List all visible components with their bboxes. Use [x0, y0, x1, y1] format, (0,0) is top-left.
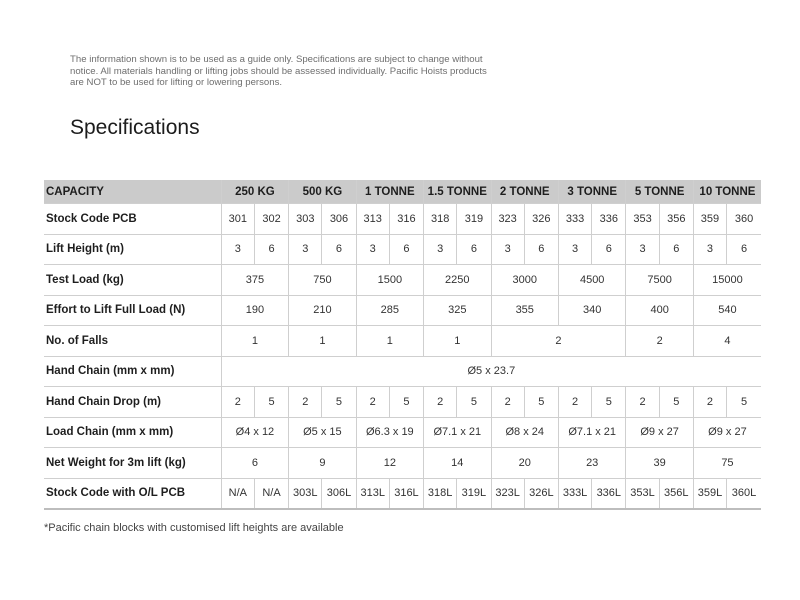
table-cell: 750 — [289, 265, 356, 296]
table-cell: 39 — [626, 448, 693, 479]
table-cell: 3 — [356, 234, 389, 265]
table-cell: 400 — [626, 295, 693, 326]
table-cell: Ø5 x 23.7 — [221, 356, 761, 387]
table-cell: Ø9 x 27 — [693, 417, 761, 448]
table-cell: 313 — [356, 204, 389, 235]
row-label: Hand Chain (mm x mm) — [44, 356, 221, 387]
table-cell: Ø8 x 24 — [491, 417, 558, 448]
table-cell: 2 — [626, 387, 659, 418]
table-cell: 3 — [693, 234, 726, 265]
table-cell: 6 — [659, 234, 693, 265]
table-cell: 359L — [693, 478, 726, 509]
table-cell: 5 — [727, 387, 761, 418]
table-cell: 3000 — [491, 265, 558, 296]
capacity-3-tonne: 3 TONNE — [558, 180, 625, 204]
row-label: Hand Chain Drop (m) — [44, 387, 221, 418]
table-cell: 359 — [693, 204, 726, 235]
table-cell: 316 — [389, 204, 423, 235]
capacity-5-tonne: 5 TONNE — [626, 180, 693, 204]
capacity-1-tonne: 1 TONNE — [356, 180, 423, 204]
table-cell: 333L — [558, 478, 591, 509]
row-label: No. of Falls — [44, 326, 221, 357]
table-cell: 319 — [457, 204, 491, 235]
table-row — [44, 265, 761, 296]
table-cell: 20 — [491, 448, 558, 479]
table-cell: 302 — [254, 204, 288, 235]
disclaimer-text: The information shown is to be used as a guide only. Specifications are subject to change without notice. All materials handling or lifting jobs should be assessed individually. Pacific Hoists products are NOT to be used for lifting or lowering persons. — [70, 54, 487, 88]
table-cell: 356 — [659, 204, 693, 235]
row-label: Test Load (kg) — [44, 265, 221, 296]
table-cell: 356L — [659, 478, 693, 509]
table-cell: 325 — [424, 295, 491, 326]
table-cell: 303 — [289, 204, 322, 235]
table-cell: 353 — [626, 204, 659, 235]
table-cell: 353L — [626, 478, 659, 509]
table-cell: 323L — [491, 478, 524, 509]
table-cell: 23 — [558, 448, 625, 479]
table-cell: 355 — [491, 295, 558, 326]
row-label: Lift Height (m) — [44, 234, 221, 265]
table-row — [44, 234, 761, 265]
footnote: *Pacific chain blocks with customised lift heights are available — [44, 522, 344, 534]
table-cell: 12 — [356, 448, 423, 479]
table-cell: 2250 — [424, 265, 491, 296]
specifications-table — [44, 180, 761, 510]
table-cell: 6 — [524, 234, 558, 265]
table-row — [44, 295, 761, 326]
table-cell: 3 — [491, 234, 524, 265]
table-cell: 2 — [626, 326, 693, 357]
table-cell: 316L — [389, 478, 423, 509]
table-cell: 318L — [424, 478, 457, 509]
page-title: Specifications — [70, 116, 200, 139]
table-cell: 5 — [322, 387, 356, 418]
table-cell: 2 — [491, 387, 524, 418]
table-cell: 319L — [457, 478, 491, 509]
row-label: Stock Code PCB — [44, 204, 221, 235]
table-cell: N/A — [221, 478, 254, 509]
capacity-10-tonne: 10 TONNE — [693, 180, 761, 204]
table-cell: 2 — [491, 326, 626, 357]
table-row — [44, 417, 761, 448]
table-cell: 360 — [727, 204, 761, 235]
table-cell: 3 — [221, 234, 254, 265]
table-row — [44, 326, 761, 357]
table-cell: 6 — [389, 234, 423, 265]
table-cell: 14 — [424, 448, 491, 479]
table-cell: 313L — [356, 478, 389, 509]
table-cell: 336 — [592, 204, 626, 235]
capacity-1-5-tonne: 1.5 TONNE — [424, 180, 491, 204]
table-cell: 1 — [221, 326, 288, 357]
table-cell: 6 — [592, 234, 626, 265]
table-cell: 375 — [221, 265, 288, 296]
table-cell: 2 — [356, 387, 389, 418]
table-cell: 3 — [626, 234, 659, 265]
table-row — [44, 448, 761, 479]
table-cell: 5 — [254, 387, 288, 418]
table-cell: 2 — [693, 387, 726, 418]
table-cell: 301 — [221, 204, 254, 235]
table-cell: 306L — [322, 478, 356, 509]
table-cell: 1 — [289, 326, 356, 357]
table-cell: 306 — [322, 204, 356, 235]
table-cell: 6 — [457, 234, 491, 265]
table-cell: Ø7.1 x 21 — [558, 417, 625, 448]
table-cell: 336L — [592, 478, 626, 509]
table-cell: 6 — [254, 234, 288, 265]
table-cell: 2 — [221, 387, 254, 418]
capacity-header: CAPACITY — [44, 180, 221, 204]
table-cell: N/A — [254, 478, 288, 509]
table-row — [44, 387, 761, 418]
table-cell: 6 — [727, 234, 761, 265]
table-cell: 303L — [289, 478, 322, 509]
table-cell: 210 — [289, 295, 356, 326]
table-cell: 2 — [424, 387, 457, 418]
table-cell: 323 — [491, 204, 524, 235]
table-cell: 340 — [558, 295, 625, 326]
table-cell: 7500 — [626, 265, 693, 296]
table-cell: 1500 — [356, 265, 423, 296]
table-row — [44, 478, 761, 509]
table-cell: 5 — [457, 387, 491, 418]
table-cell: 3 — [424, 234, 457, 265]
table-cell: 5 — [592, 387, 626, 418]
table-cell: 6 — [221, 448, 288, 479]
table-cell: Ø4 x 12 — [221, 417, 288, 448]
table-cell: 285 — [356, 295, 423, 326]
table-cell: 75 — [693, 448, 761, 479]
capacity-2-tonne: 2 TONNE — [491, 180, 558, 204]
table-cell: 1 — [424, 326, 491, 357]
table-cell: 3 — [558, 234, 591, 265]
table-cell: 5 — [389, 387, 423, 418]
table-cell: Ø5 x 15 — [289, 417, 356, 448]
table-row — [44, 204, 761, 235]
capacity-250kg: 250 KG — [221, 180, 288, 204]
table-cell: Ø7.1 x 21 — [424, 417, 491, 448]
table-cell: 333 — [558, 204, 591, 235]
row-label: Effort to Lift Full Load (N) — [44, 295, 221, 326]
row-label: Net Weight for 3m lift (kg) — [44, 448, 221, 479]
table-cell: Ø6.3 x 19 — [356, 417, 423, 448]
table-cell: Ø9 x 27 — [626, 417, 693, 448]
table-cell: 540 — [693, 295, 761, 326]
table-cell: 4 — [693, 326, 761, 357]
table-cell: 5 — [659, 387, 693, 418]
table-cell: 326L — [524, 478, 558, 509]
table-cell: 2 — [289, 387, 322, 418]
row-label: Load Chain (mm x mm) — [44, 417, 221, 448]
table-cell: 5 — [524, 387, 558, 418]
table-cell: 2 — [558, 387, 591, 418]
table-header-row — [44, 180, 761, 204]
table-cell: 3 — [289, 234, 322, 265]
table-cell: 360L — [727, 478, 761, 509]
table-cell: 15000 — [693, 265, 761, 296]
row-label: Stock Code with O/L PCB — [44, 478, 221, 509]
table-cell: 1 — [356, 326, 423, 357]
table-cell: 4500 — [558, 265, 625, 296]
table-cell: 6 — [322, 234, 356, 265]
capacity-500kg: 500 KG — [289, 180, 356, 204]
table-cell: 9 — [289, 448, 356, 479]
table-cell: 326 — [524, 204, 558, 235]
table-row — [44, 356, 761, 387]
table-cell: 190 — [221, 295, 288, 326]
table-cell: 318 — [424, 204, 457, 235]
